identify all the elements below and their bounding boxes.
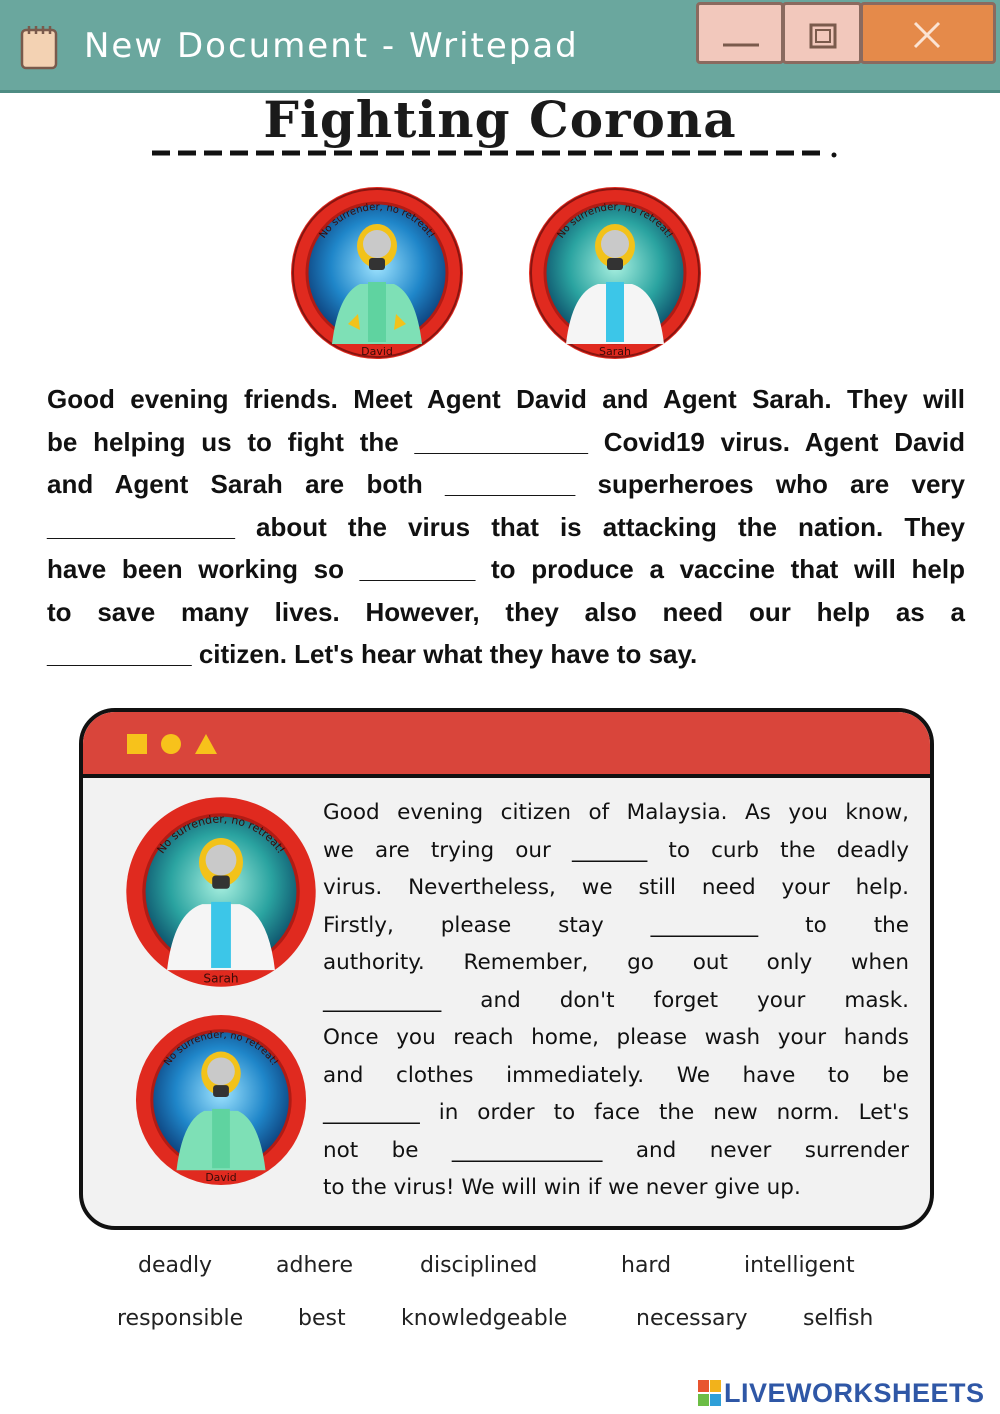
- badge-name: Sarah: [599, 345, 631, 358]
- card-header: [83, 712, 930, 778]
- minimize-icon: [699, 5, 787, 67]
- intro-line: __________ citizen. Let's hear what they have to say.: [47, 639, 698, 669]
- intro-line: _____________ about the virus that is attacking the nation. They: [47, 511, 965, 542]
- badge-name: David: [205, 1171, 237, 1185]
- badge-motto: No surrender, no retreat!: [555, 201, 675, 241]
- intro-paragraph: [47, 378, 965, 676]
- word-bank-item[interactable]: intelligent: [744, 1253, 855, 1278]
- word-bank-item[interactable]: disciplined: [420, 1253, 538, 1278]
- heading-underline-blank: [152, 148, 838, 160]
- window-controls: [696, 2, 996, 66]
- message-card: [79, 708, 934, 1230]
- triangle-icon: [195, 734, 217, 754]
- liveworksheets-logo-icon: [698, 1380, 722, 1408]
- intro-line: have been working so ________ to produce a vaccine that will help: [47, 554, 965, 584]
- badge-name: Sarah: [203, 971, 239, 986]
- badge-motto: No surrender, no retreat!: [162, 1029, 280, 1068]
- card-line: we are trying our _______ to curb the deadly: [323, 837, 909, 863]
- word-bank-item[interactable]: hard: [621, 1253, 672, 1278]
- window-titlebar: [0, 0, 1000, 93]
- close-icon: [863, 5, 999, 67]
- badge-sarah: [526, 184, 704, 362]
- word-bank-item[interactable]: best: [298, 1306, 346, 1331]
- card-message: [323, 794, 909, 1207]
- circle-icon: [161, 734, 181, 754]
- intro-line: Good evening friends. Meet Agent David and Agent Sarah. They will: [47, 384, 965, 414]
- word-bank-item[interactable]: deadly: [138, 1253, 213, 1278]
- intro-line: to save many lives. However, they also need our help as a: [47, 596, 965, 627]
- card-line: Good evening citizen of Malaysia. As you know,: [323, 800, 909, 825]
- card-shapes: [127, 732, 227, 756]
- card-line: Firstly, please stay __________ to the: [323, 912, 909, 938]
- card-line: ___________ and don't forget your mask.: [323, 987, 909, 1013]
- maximize-button[interactable]: [782, 2, 862, 64]
- square-icon: [127, 734, 147, 754]
- card-line: to the virus! We will win if we never give up.: [323, 1175, 801, 1200]
- word-bank-item[interactable]: knowledgeable: [401, 1306, 568, 1331]
- card-line: virus. Nevertheless, we still need your help.: [323, 875, 909, 900]
- logo-text: LIVEWORKSHEETS: [724, 1378, 985, 1408]
- word-bank-item[interactable]: responsible: [117, 1306, 244, 1331]
- badge-david: [288, 184, 466, 362]
- maximize-icon: [785, 5, 865, 67]
- card-line: _________ in order to face the new norm. Let's: [323, 1100, 909, 1125]
- card-line: and clothes immediately. We have to be: [323, 1062, 909, 1088]
- badge-name: David: [361, 345, 393, 358]
- minimize-button[interactable]: [696, 2, 784, 64]
- badge-motto: No surrender, no retreat!: [154, 812, 288, 857]
- word-bank-item[interactable]: adhere: [276, 1253, 354, 1278]
- page-title: Fighting Corona: [263, 90, 737, 149]
- badge-motto: No surrender, no retreat!: [317, 201, 437, 241]
- card-badge-sarah: [123, 794, 319, 990]
- window-title: New Document - Writepad: [84, 26, 579, 66]
- close-button[interactable]: [860, 2, 996, 64]
- card-line: authority. Remember, go out only when: [323, 950, 909, 975]
- notepad-icon: [20, 26, 58, 70]
- card-badge-david: [133, 1012, 309, 1188]
- word-bank-item[interactable]: necessary: [636, 1306, 748, 1331]
- word-bank-item[interactable]: selfish: [803, 1306, 874, 1331]
- card-line: not be ______________ and never surrender: [323, 1137, 909, 1163]
- card-line: Once you reach home, please wash your hands: [323, 1025, 909, 1050]
- intro-line: and Agent Sarah are both _________ superheroes who are very: [47, 469, 965, 499]
- intro-line: be helping us to fight the ____________ Covid19 virus. Agent David: [47, 426, 965, 457]
